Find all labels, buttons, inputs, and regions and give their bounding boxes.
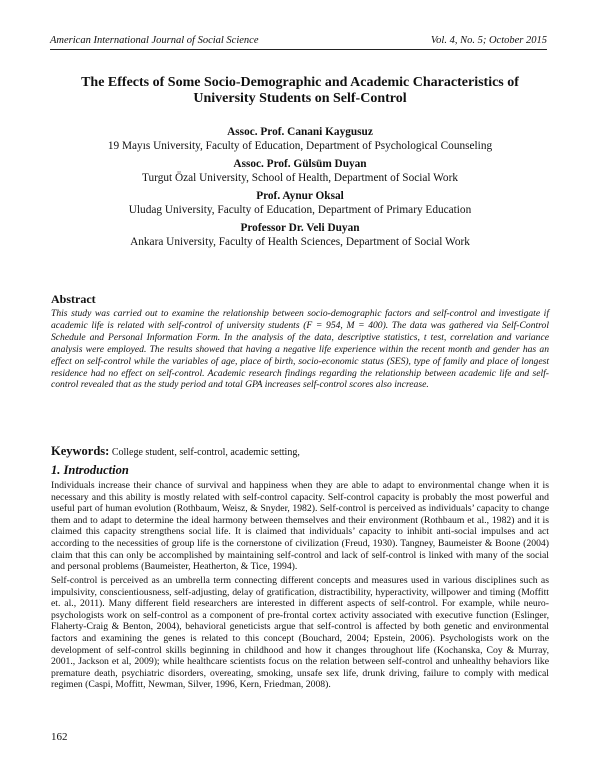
section-heading: 1. Introduction — [51, 463, 129, 477]
journal-name: American International Journal of Social Science — [50, 35, 259, 46]
body-paragraph: Individuals increase their chance of survival and happiness when they are able to adapt to environmental change when it is necessary and this ability is mostly related with self-control capacity. Self-control capacity is probably the most powerful and useful part of human evolution (Rothbaum, Weisz, & Snyder, 1982). Self-control is perceived as individuals’ capacity to change them and to adapt to determine the ideal harmony between themselves and their environment (Rothbaum et al., 1982) and it is claimed this capacity strengthens social life. It is claimed that individuals’ capacity to inhibit anti-social impulses and act according to the necessities of group life is the cornerstone of civilization (Freud, 1930). Tangney, Baumeister & Boone (2004) claim that this can only be accomplished by maintaining self-control and lack of self-control is linked with many of the social and personal problems (Baumeister, Heatherton, & Tice, 1994). — [51, 480, 549, 573]
author-block — [40, 190, 560, 217]
keywords-line — [51, 445, 549, 459]
keywords-text: College student, self-control, academic setting, — [111, 447, 300, 458]
paper-title: The Effects of Some Socio-Demographic and Academic Characteristics of University Students on Self-Control — [81, 75, 519, 106]
body-paragraph: Self-control is perceived as an umbrella term connecting different concepts and measures used in various disciplines such as impulsivity, conscientiousness, self-adjusting, delay of gratification, distractibility, hyperactivity, willpower and timing (Moffitt et. al., 2011). Many different field researchers are interested in different aspects of self-control. For example, while neuro-psychologists work on self-control as a component of pre-frontal cortex activity associated with executive function (Eslinger, Flaherty-Craig & Benton, 2004), behavioral geneticists argue that self-control is affected by both genetic and environmental factors and examining the genes is related to this concept (Bouchard, 2004; Epstein, 2006). Psychologists work on the development of self-control skills beginning in childhood and how it changes throughout life (Kochanska, Coy & Murray, 2001., Jackson et al, 2009); while healthcare scientists focus on the relation between self-control and unhealthy behaviors like premature death, psychiatric disorders, overeating, smoking, unsafe sex life, drunk driving, failure to comply with medical regimen (Caspi, Moffitt, Newman, Silver, 1996, Kern, Friedman, 2008). — [51, 575, 549, 691]
author-affiliation: Ankara University, Faculty of Health Sciences, Department of Social Work — [130, 235, 470, 248]
header-divider — [50, 49, 547, 50]
author-name: Professor Dr. Veli Duyan — [240, 222, 360, 234]
author-list — [40, 126, 560, 254]
author-name: Assoc. Prof. Gülsüm Duyan — [233, 158, 367, 170]
author-name: Prof. Aynur Oksal — [256, 190, 344, 202]
abstract-heading: Abstract — [51, 292, 96, 306]
keywords-label: Keywords: — [51, 444, 110, 458]
author-name: Assoc. Prof. Canani Kaygusuz — [227, 126, 373, 138]
page-number: 162 — [51, 731, 68, 743]
author-affiliation: Uludag University, Faculty of Education, Department of Primary Education — [128, 203, 472, 216]
author-affiliation: 19 Mayıs University, Faculty of Education, Department of Psychological Counseling — [107, 139, 493, 152]
author-affiliation: Turgut Özal University, School of Health, Department of Social Work — [142, 171, 458, 184]
running-header — [50, 35, 547, 47]
abstract-section — [51, 292, 549, 391]
issue-info: Vol. 4, No. 5; October 2015 — [430, 35, 547, 46]
author-block — [40, 158, 560, 185]
abstract-text: This study was carried out to examine the relationship between socio-demographic factors and self-control and investigate if academic life is related with self-control of university students (F = 954, M = 400). The data was gathered via Self-Control Schedule and Personal Information Form. In the analysis of the data, descriptive statistics, t test, correlation and variance analysis were employed. The results showed that having a negative life experience within the recent month and gender has an effect on self-control while the variables of age, place of birth, socio-economic status (SES), type of family and place of longest residence had no effect on self-control. Academic research findings regarding the relationship between academic life and self-control revealed that as the study period and total GPA increases self-control scores also increase. — [51, 308, 549, 391]
author-block — [40, 126, 560, 153]
author-block — [40, 222, 560, 249]
